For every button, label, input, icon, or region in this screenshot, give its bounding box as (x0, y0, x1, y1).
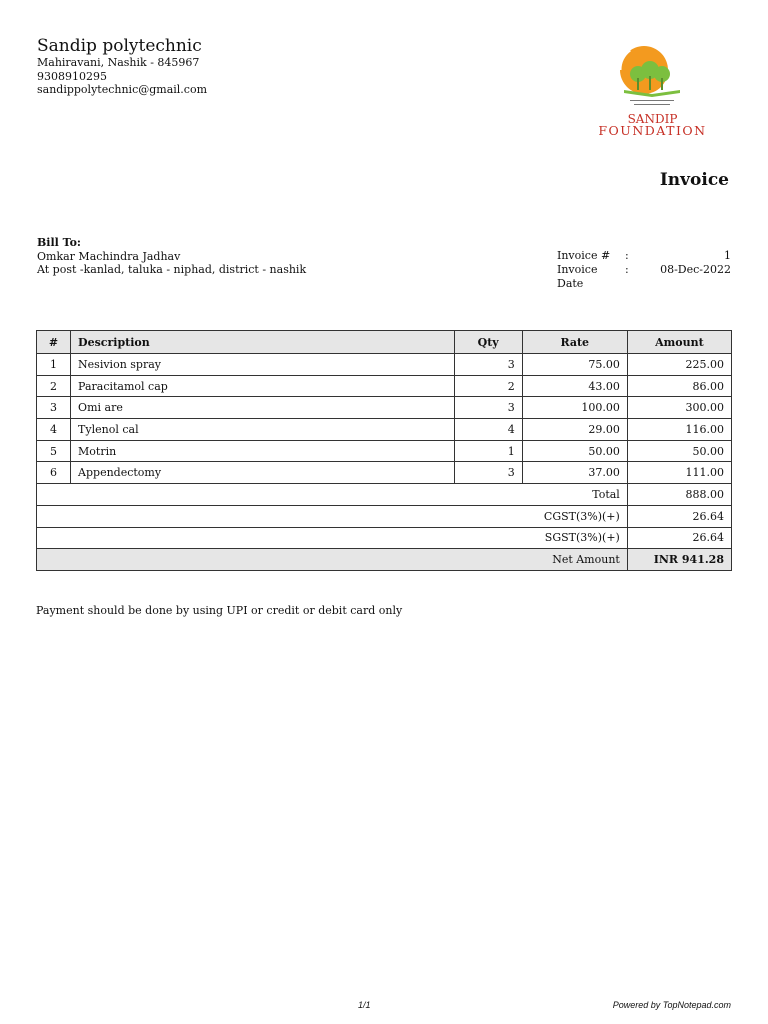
row-qty: 3 (454, 397, 522, 419)
company-block (37, 36, 207, 97)
invoice-meta (557, 249, 731, 291)
row-amount: 225.00 (627, 354, 731, 376)
row-description: Motrin (71, 440, 455, 462)
row-amount: 111.00 (627, 462, 731, 484)
powered-by: Powered by TopNotepad.com (612, 1000, 731, 1010)
invoice-date-label: Invoice Date (557, 263, 598, 290)
company-name: Sandip polytechnic (37, 36, 202, 56)
logo-emblem-icon (590, 40, 715, 110)
sgst-value: 26.64 (627, 527, 731, 549)
row-num: 4 (37, 419, 71, 441)
logo-line2: FOUNDATION (598, 123, 707, 138)
row-rate: 37.00 (522, 462, 627, 484)
invoice-date-row (557, 263, 731, 291)
row-rate: 29.00 (522, 419, 627, 441)
row-qty: 4 (454, 419, 522, 441)
row-rate: 50.00 (522, 440, 627, 462)
row-rate: 43.00 (522, 375, 627, 397)
bill-to-address: At post -kanlad, taluka - niphad, district - nashik (37, 263, 307, 276)
page-number: 1/1 (358, 1000, 371, 1010)
header-qty: Qty (454, 331, 522, 354)
row-qty: 1 (454, 440, 522, 462)
company-email: sandippolytechnic@gmail.com (37, 83, 208, 96)
row-description: Paracitamol cap (71, 375, 455, 397)
header-num: # (37, 331, 71, 354)
total-value: 888.00 (627, 484, 731, 506)
invoice-items-table (36, 330, 732, 571)
invoice-number-label: Invoice # (557, 249, 611, 262)
row-qty: 2 (454, 375, 522, 397)
header-amount: Amount (627, 331, 731, 354)
row-qty: 3 (454, 462, 522, 484)
meta-separator: : (625, 263, 629, 276)
row-amount: 300.00 (627, 397, 731, 419)
payment-note: Payment should be done by using UPI or credit or debit card only (36, 604, 403, 617)
table-row (37, 354, 732, 376)
row-description: Appendectomy (71, 462, 455, 484)
document-title: Invoice (659, 170, 729, 190)
row-amount: 50.00 (627, 440, 731, 462)
table-row (37, 462, 732, 484)
bill-to-name: Omkar Machindra Jadhav (37, 249, 181, 263)
header-rate: Rate (522, 331, 627, 354)
row-num: 2 (37, 375, 71, 397)
row-description: Omi are (71, 397, 455, 419)
row-description: Tylenol cal (71, 419, 455, 441)
sgst-label: SGST(3%)(+) (37, 527, 628, 549)
table-row (37, 375, 732, 397)
cgst-value: 26.64 (627, 505, 731, 527)
total-label: Total (37, 484, 628, 506)
row-num: 5 (37, 440, 71, 462)
net-amount-label: Net Amount (37, 549, 628, 571)
table-row (37, 397, 732, 419)
net-amount-value: INR 941.28 (627, 549, 731, 571)
cgst-label: CGST(3%)(+) (37, 505, 628, 527)
row-num: 6 (37, 462, 71, 484)
summary-row-sgst (37, 527, 732, 549)
row-amount: 116.00 (627, 419, 731, 441)
summary-row-net (37, 549, 732, 571)
row-qty: 3 (454, 354, 522, 376)
row-num: 3 (37, 397, 71, 419)
table-row (37, 419, 732, 441)
row-description: Nesivion spray (71, 354, 455, 376)
row-num: 1 (37, 354, 71, 376)
row-rate: 100.00 (522, 397, 627, 419)
summary-row-cgst (37, 505, 732, 527)
company-address: Mahiravani, Nashik - 845967 (37, 56, 200, 69)
table-row (37, 440, 732, 462)
header-description: Description (71, 331, 455, 354)
row-amount: 86.00 (627, 375, 731, 397)
sandip-foundation-logo (590, 40, 715, 140)
invoice-date-value: 08-Dec-2022 (660, 263, 731, 276)
row-rate: 75.00 (522, 354, 627, 376)
bill-to-block (37, 236, 306, 277)
summary-row-total (37, 484, 732, 506)
invoice-number-row (557, 249, 731, 263)
meta-separator: : (625, 249, 629, 262)
logo-line1: SANDIP (627, 112, 678, 126)
invoice-number-value: 1 (724, 249, 731, 262)
company-phone: 9308910295 (37, 69, 107, 83)
bill-to-label: Bill To: (37, 236, 81, 249)
table-header-row (37, 331, 732, 354)
